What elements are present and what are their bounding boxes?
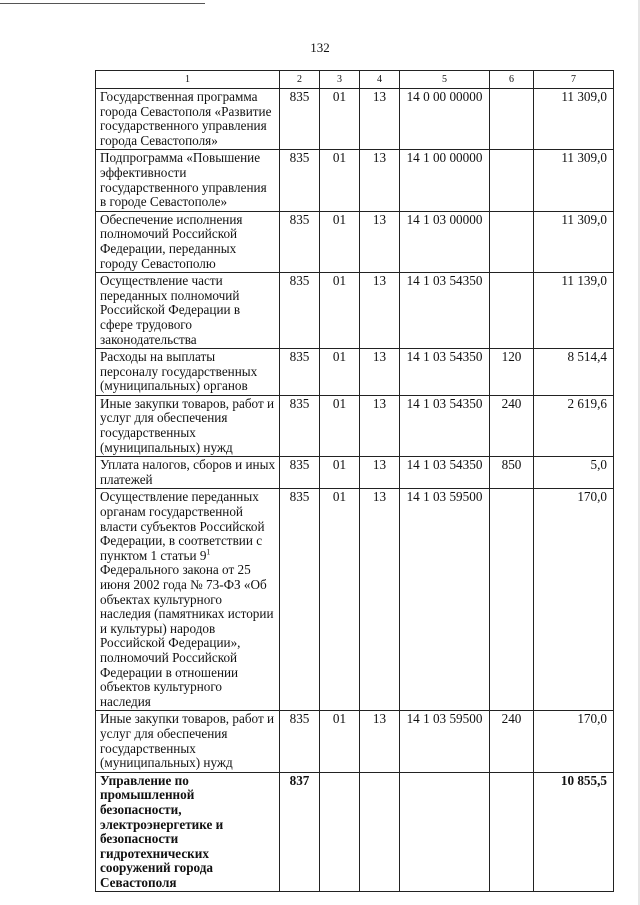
section-cell: 01	[320, 711, 360, 772]
amount-cell: 11 309,0	[534, 150, 614, 211]
expense-type-cell	[490, 772, 534, 892]
expense-type-cell: 120	[490, 349, 534, 396]
target-article-cell: 14 0 00 00000	[400, 89, 490, 150]
row-name-cell: Иные закупки товаров, работ и услуг для обеспечения государственных (муниципальных) нужд	[96, 395, 280, 456]
amount-cell: 8 514,4	[534, 349, 614, 396]
expense-type-cell	[490, 150, 534, 211]
row-name-cell: Подпрограмма «Повышение эффективности государственного управления в городе Севастополе»	[96, 150, 280, 211]
grbs-cell: 835	[280, 349, 320, 396]
row-name-cell: Осуществление части переданных полномочий Российской Федерации в сфере трудового законодательства	[96, 273, 280, 349]
grbs-cell: 835	[280, 273, 320, 349]
page-number: 132	[310, 40, 330, 55]
row-name-cell: Государственная программа города Севастополя «Развитие государственного управления города Севастополя»	[96, 89, 280, 150]
table-row	[96, 711, 614, 772]
target-article-cell: 14 1 03 54350	[400, 349, 490, 396]
row-name-text-continued: Федерального закона от 25 июня 2002 года № 73-ФЗ «Об объектах культурного наследия (памятниках истории и культуры) народов Российской Федерации», полномочий Российской Федерации в отношении объектов культурного наследия	[100, 562, 274, 709]
row-name-text: Осуществление переданных органам государственной власти субъектов Российской Федерации, в соответствии с пунктом 1 статьи 9	[100, 489, 265, 563]
table-row	[96, 273, 614, 349]
grbs-cell: 835	[280, 457, 320, 489]
subsection-cell: 13	[360, 395, 400, 456]
header-col-5: 5	[400, 71, 490, 89]
target-article-cell: 14 1 03 59500	[400, 489, 490, 711]
amount-cell: 11 139,0	[534, 273, 614, 349]
grbs-cell: 835	[280, 150, 320, 211]
expense-type-cell	[490, 89, 534, 150]
section-cell: 01	[320, 211, 360, 272]
subsection-cell: 13	[360, 211, 400, 272]
section-cell: 01	[320, 349, 360, 396]
target-article-cell: 14 1 00 00000	[400, 150, 490, 211]
header-col-7: 7	[534, 71, 614, 89]
table-row	[96, 211, 614, 272]
section-cell: 01	[320, 395, 360, 456]
target-article-cell: 14 1 03 00000	[400, 211, 490, 272]
expense-type-cell: 850	[490, 457, 534, 489]
target-article-cell: 14 1 03 54350	[400, 457, 490, 489]
row-name-cell: Уплата налогов, сборов и иных платежей	[96, 457, 280, 489]
subsection-cell: 13	[360, 349, 400, 396]
section-cell: 01	[320, 457, 360, 489]
budget-table	[95, 70, 614, 892]
expense-type-cell	[490, 211, 534, 272]
subsection-cell: 13	[360, 457, 400, 489]
header-col-1: 1	[96, 71, 280, 89]
amount-cell: 11 309,0	[534, 89, 614, 150]
section-cell: 01	[320, 489, 360, 711]
expense-type-cell	[490, 489, 534, 711]
amount-cell: 10 855,5	[534, 772, 614, 892]
amount-cell: 5,0	[534, 457, 614, 489]
header-col-6: 6	[490, 71, 534, 89]
row-name-cell	[96, 489, 280, 711]
subsection-cell: 13	[360, 273, 400, 349]
scan-artifact-line	[0, 3, 205, 4]
expense-type-cell	[490, 273, 534, 349]
section-cell: 01	[320, 273, 360, 349]
row-name-cell: Управление по промышленной безопасности, электроэнергетике и безопасности гидротехнических сооружений города Севастополя	[96, 772, 280, 892]
section-cell	[320, 772, 360, 892]
grbs-cell: 835	[280, 211, 320, 272]
header-col-4: 4	[360, 71, 400, 89]
header-col-2: 2	[280, 71, 320, 89]
amount-cell: 170,0	[534, 711, 614, 772]
section-cell: 01	[320, 150, 360, 211]
row-name-cell: Обеспечение исполнения полномочий Российской Федерации, переданных городу Севастополю	[96, 211, 280, 272]
table-row	[96, 89, 614, 150]
target-article-cell: 14 1 03 59500	[400, 711, 490, 772]
amount-cell: 11 309,0	[534, 211, 614, 272]
grbs-cell: 835	[280, 711, 320, 772]
subsection-cell: 13	[360, 89, 400, 150]
subsection-cell: 13	[360, 489, 400, 711]
target-article-cell: 14 1 03 54350	[400, 395, 490, 456]
subsection-cell	[360, 772, 400, 892]
amount-cell: 2 619,6	[534, 395, 614, 456]
subsection-cell: 13	[360, 711, 400, 772]
table-row	[96, 395, 614, 456]
table-row	[96, 457, 614, 489]
grbs-cell: 837	[280, 772, 320, 892]
expense-type-cell: 240	[490, 711, 534, 772]
table-row-department	[96, 772, 614, 892]
table-row	[96, 349, 614, 396]
grbs-cell: 835	[280, 89, 320, 150]
expense-type-cell: 240	[490, 395, 534, 456]
table-header-row	[96, 71, 614, 89]
header-col-3: 3	[320, 71, 360, 89]
subsection-cell: 13	[360, 150, 400, 211]
section-cell: 01	[320, 89, 360, 150]
grbs-cell: 835	[280, 489, 320, 711]
row-name-cell: Расходы на выплаты персоналу государственных (муниципальных) органов	[96, 349, 280, 396]
target-article-cell: 14 1 03 54350	[400, 273, 490, 349]
grbs-cell: 835	[280, 395, 320, 456]
table-row	[96, 489, 614, 711]
amount-cell: 170,0	[534, 489, 614, 711]
table-row	[96, 150, 614, 211]
target-article-cell	[400, 772, 490, 892]
row-name-cell: Иные закупки товаров, работ и услуг для обеспечения государственных (муниципальных) нужд	[96, 711, 280, 772]
article-superscript: 1	[206, 547, 211, 557]
